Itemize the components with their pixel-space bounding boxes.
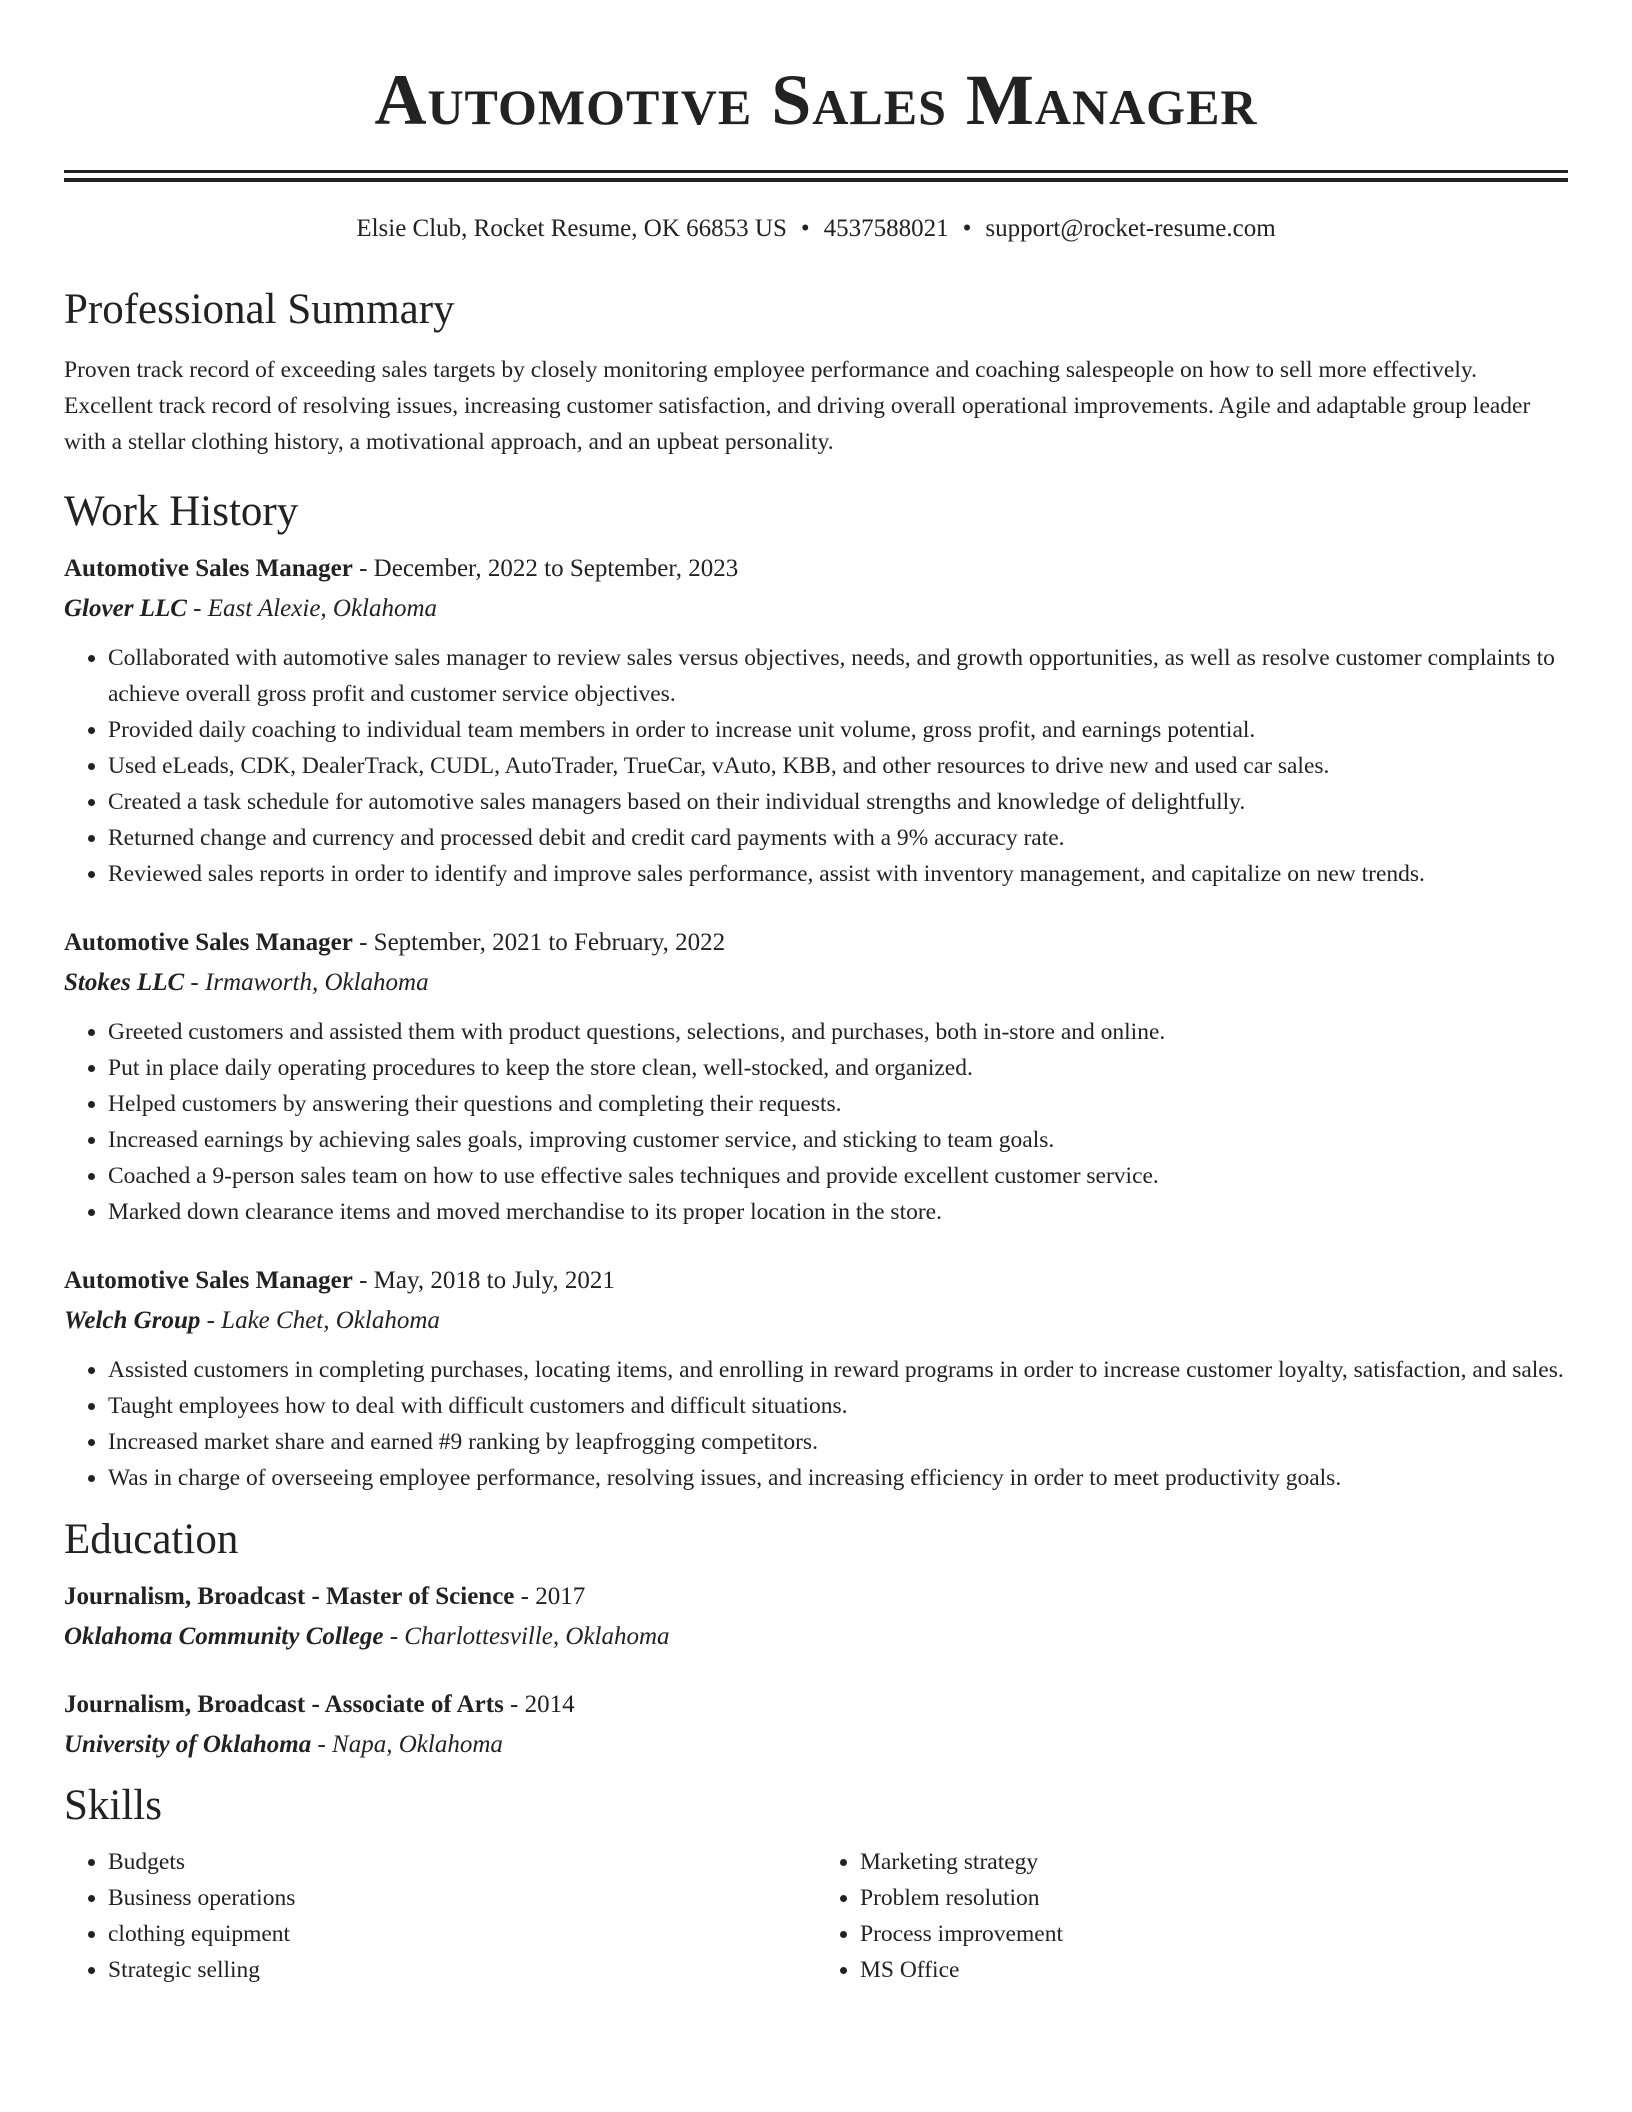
job-bullet: • Marked down clearance items and moved merchandise to its proper location in the store.: [108, 1194, 1568, 1230]
work-history-heading: Work History: [64, 488, 299, 535]
job-bullet: • Collaborated with automotive sales manager to review sales versus objectives, needs, and growth opportunities, as well as resolve customer complaints to achieve overall gross profit and customer service objectives.: [108, 640, 1568, 712]
skill-item: • MS Office: [860, 1952, 1568, 1988]
job-bullets: [64, 640, 1568, 892]
job-bullets: [64, 1352, 1568, 1496]
job-bullet: • Put in place daily operating procedures to keep the store clean, well-stocked, and organized.: [108, 1050, 1568, 1086]
education-school: Oklahoma Community College: [64, 1623, 384, 1650]
job-company: Stokes LLC: [64, 969, 185, 996]
job-bullet: • Assisted customers in completing purchases, locating items, and enrolling in reward programs in order to increase customer loyalty, satisfaction, and sales.: [108, 1352, 1568, 1388]
job-company: Glover LLC: [64, 595, 187, 622]
job-role: Automotive Sales Manager: [64, 929, 353, 956]
job-entry: [64, 552, 1568, 892]
education-header: [64, 1688, 1568, 1722]
education-school: University of Oklahoma: [64, 1731, 312, 1758]
job-bullet: • Returned change and currency and processed debit and credit card payments with a 9% accuracy rate.: [108, 820, 1568, 856]
job-employer: [64, 592, 1568, 626]
job-bullet: • Taught employees how to deal with difficult customers and difficult situations.: [108, 1388, 1568, 1424]
job-location: - Irmaworth, Oklahoma: [184, 969, 429, 996]
job-location: - East Alexie, Oklahoma: [186, 595, 438, 622]
job-bullets: [64, 1014, 1568, 1230]
resume-title: Automotive Sales Manager: [374, 60, 1258, 140]
skill-item: • Business operations: [108, 1880, 816, 1916]
job-bullet: • Greeted customers and assisted them with product questions, selections, and purchases, both in-store and online.: [108, 1014, 1568, 1050]
skill-item: • Marketing strategy: [860, 1844, 1568, 1880]
summary-text: Proven track record of exceeding sales targets by closely monitoring employee performance and coaching salespeople on how to sell more effectively. Excellent track record of resolving issues, increasing customer satisfaction, and driving overall operational improvements. Agile and adaptable group leader with a stellar clothing history, a motivational approach, and an upbeat personality.: [64, 357, 1531, 455]
job-bullet: • Increased market share and earned #9 ranking by leapfrogging competitors.: [108, 1424, 1568, 1460]
job-employer: [64, 1304, 1568, 1338]
skill-item: • Process improvement: [860, 1916, 1568, 1952]
title-divider: [64, 170, 1568, 182]
education-entry: [64, 1688, 1568, 1762]
education-degree: Journalism, Broadcast - Master of Science: [64, 1583, 515, 1610]
education-degree: Journalism, Broadcast - Associate of Arts: [64, 1691, 504, 1718]
job-company: Welch Group: [64, 1307, 201, 1334]
contact-line: [64, 212, 1568, 246]
contact-separator: •: [800, 215, 810, 242]
job-bullet: • Was in charge of overseeing employee performance, resolving issues, and increasing efficiency in order to meet productivity goals.: [108, 1460, 1568, 1496]
job-dates: - September, 2021 to February, 2022: [352, 929, 726, 956]
job-entry: [64, 1264, 1568, 1496]
education-school-line: [64, 1620, 1568, 1654]
job-bullet: • Reviewed sales reports in order to identify and improve sales performance, assist with inventory management, and capitalize on new trends.: [108, 856, 1568, 892]
skills-heading: Skills: [64, 1782, 162, 1829]
contact-separator: •: [962, 215, 972, 242]
education-location: - Charlottesville, Oklahoma: [383, 1623, 670, 1650]
job-dates: - December, 2022 to September, 2023: [352, 555, 739, 582]
skill-item: • Strategic selling: [108, 1952, 816, 1988]
job-role: Automotive Sales Manager: [64, 555, 353, 582]
job-bullet: • Coached a 9-person sales team on how to use effective sales techniques and provide excellent customer service.: [108, 1158, 1568, 1194]
job-bullet: • Provided daily coaching to individual team members in order to increase unit volume, gross profit, and earnings potential.: [108, 712, 1568, 748]
education-year: - 2014: [503, 1691, 575, 1718]
job-bullet: • Created a task schedule for automotive sales managers based on their individual strengths and knowledge of delightfully.: [108, 784, 1568, 820]
education-year: - 2017: [514, 1583, 586, 1610]
skill-item: • Problem resolution: [860, 1880, 1568, 1916]
summary-heading: Professional Summary: [64, 286, 455, 333]
job-bullet: • Helped customers by answering their questions and completing their requests.: [108, 1086, 1568, 1122]
skills-grid: [64, 1844, 1568, 1988]
job-role: Automotive Sales Manager: [64, 1267, 353, 1294]
job-header: [64, 1264, 1568, 1298]
job-header: [64, 926, 1568, 960]
education-heading: Education: [64, 1516, 239, 1563]
contact-phone: 4537588021: [823, 215, 949, 242]
education-location: - Napa, Oklahoma: [311, 1731, 503, 1758]
job-dates: - May, 2018 to July, 2021: [352, 1267, 615, 1294]
contact-address: Elsie Club, Rocket Resume, OK 66853 US: [356, 215, 787, 242]
job-bullet: • Increased earnings by achieving sales goals, improving customer service, and sticking to team goals.: [108, 1122, 1568, 1158]
job-entry: [64, 926, 1568, 1230]
job-location: - Lake Chet, Oklahoma: [200, 1307, 440, 1334]
education-school-line: [64, 1728, 1568, 1762]
education-header: [64, 1580, 1568, 1614]
skills-column-left: [64, 1844, 816, 1988]
skill-item: • clothing equipment: [108, 1916, 816, 1952]
job-header: [64, 552, 1568, 586]
contact-email: support@rocket-resume.com: [985, 215, 1276, 242]
job-bullet: • Used eLeads, CDK, DealerTrack, CUDL, AutoTrader, TrueCar, vAuto, KBB, and other resources to drive new and used car sales.: [108, 748, 1568, 784]
education-entry: [64, 1580, 1568, 1654]
skill-item: • Budgets: [108, 1844, 816, 1880]
skills-column-right: [816, 1844, 1568, 1988]
job-employer: [64, 966, 1568, 1000]
